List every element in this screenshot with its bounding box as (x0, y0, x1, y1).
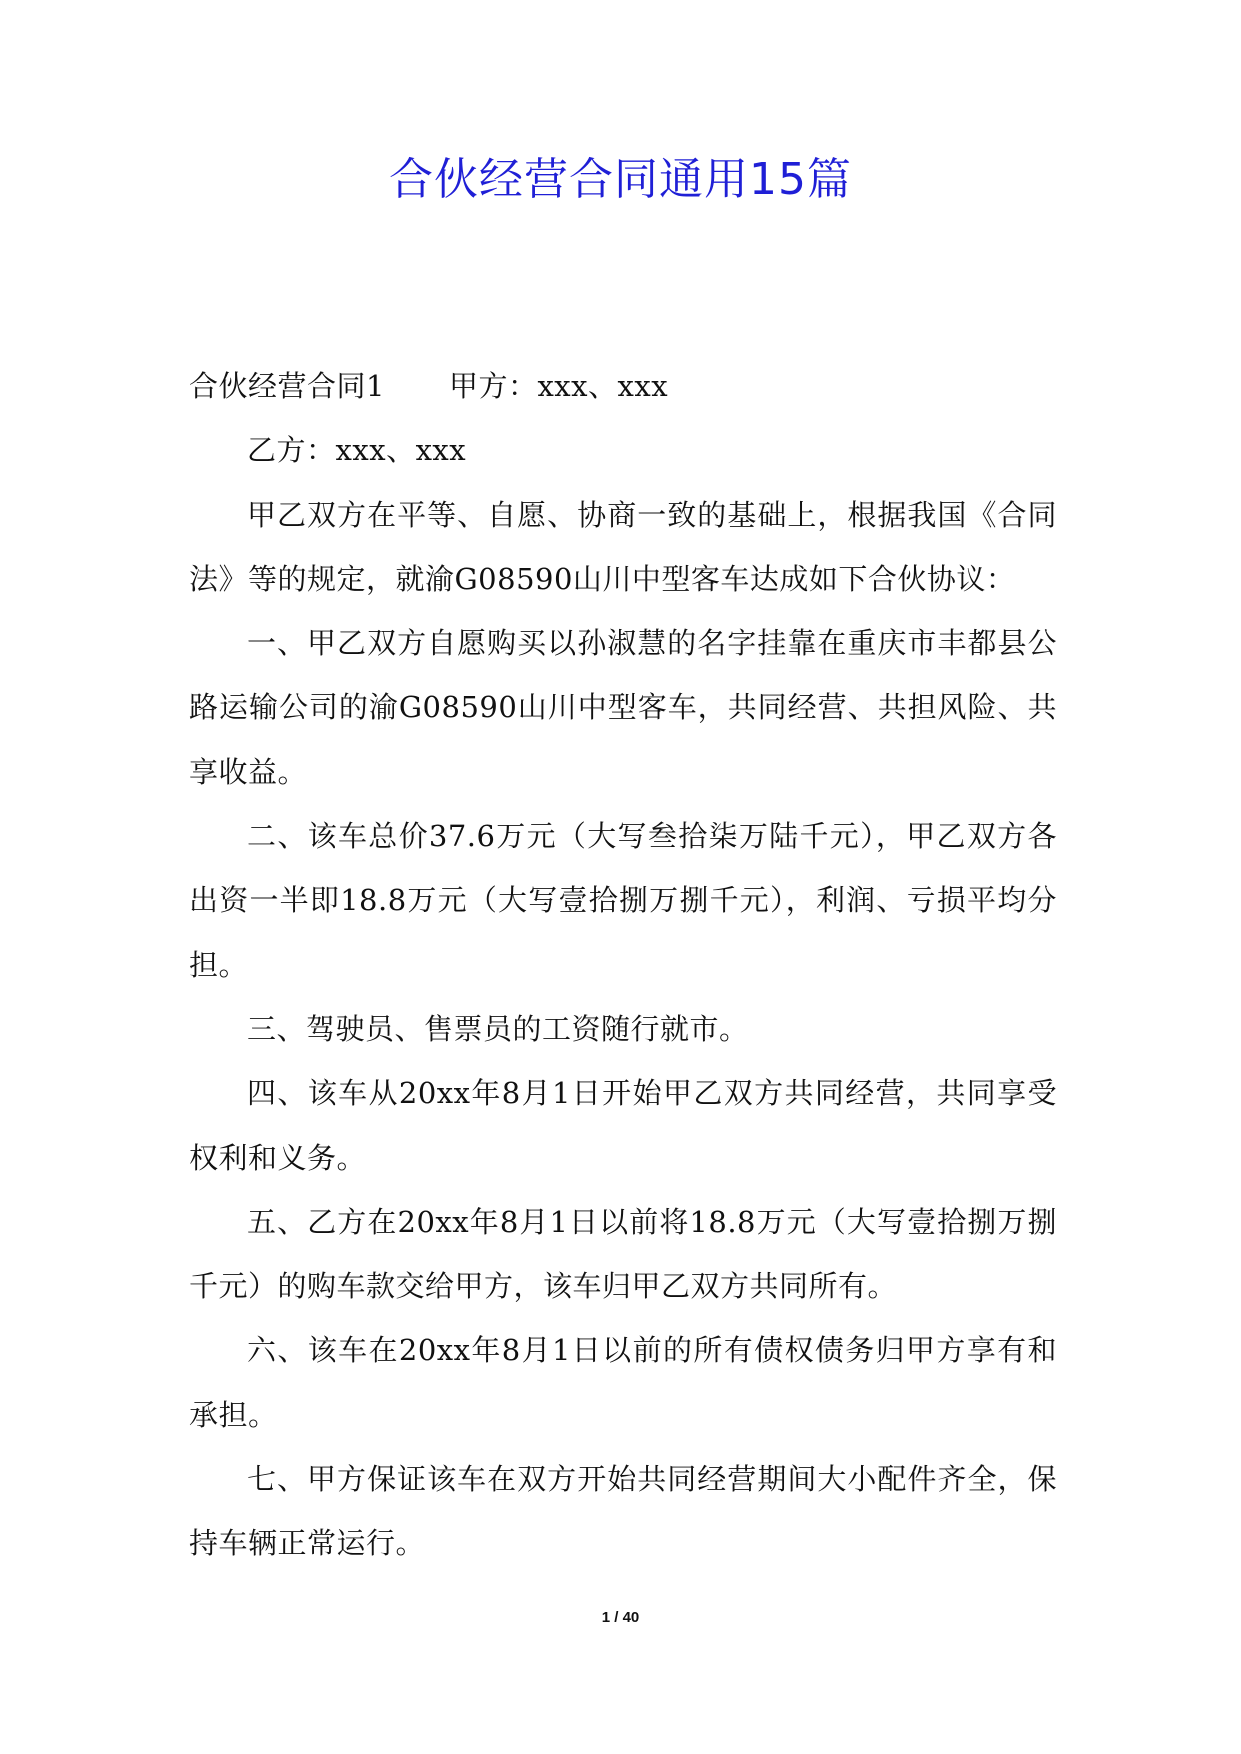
document-body (189, 354, 1057, 1576)
paragraph-clause-6: 六、该车在20xx年8月1日以前的所有债权债务归甲方享有和承担。 (189, 1333, 1057, 1432)
section-heading: 合伙经营合同1 (189, 369, 385, 403)
paragraph-clause-7: 七、甲方保证该车在双方开始共同经营期间大小配件齐全，保持车辆正常运行。 (189, 1462, 1057, 1561)
paragraph-clause-3: 三、驾驶员、售票员的工资随行就市。 (247, 1011, 749, 1046)
party-a: 甲方：xxx、xxx (448, 369, 669, 403)
page-number: 1 / 40 (601, 1609, 640, 1626)
paragraph-preamble: 甲乙双方在平等、自愿、协商一致的基础上，根据我国《合同法》等的规定，就渝G08590山川中型客车达成如下合伙协议： (189, 497, 1057, 596)
document-title: 合伙经营合同通用15篇 (389, 154, 852, 205)
first-line (189, 354, 1057, 418)
paragraph-clause-2: 二、该车总价37.6万元（大写叁拾柒万陆千元），甲乙双方各出资一半即18.8万元（大写壹拾捌万捌千元），利润、亏损平均分担。 (189, 819, 1057, 982)
paragraph-clause-5: 五、乙方在20xx年8月1日以前将18.8万元（大写壹拾捌万捌千元）的购车款交给甲方，该车归甲乙双方共同所有。 (189, 1204, 1057, 1304)
paragraph-party-b: 乙方：xxx、xxx (247, 433, 467, 468)
paragraph-clause-4: 四、该车从20xx年8月1日开始甲乙双方共同经营，共同享受权利和义务。 (189, 1076, 1057, 1175)
paragraph-clause-1: 一、甲乙双方自愿购买以孙淑慧的名字挂靠在重庆市丰都县公路运输公司的渝G08590山川中型客车，共同经营、共担风险、共享收益。 (189, 626, 1057, 789)
